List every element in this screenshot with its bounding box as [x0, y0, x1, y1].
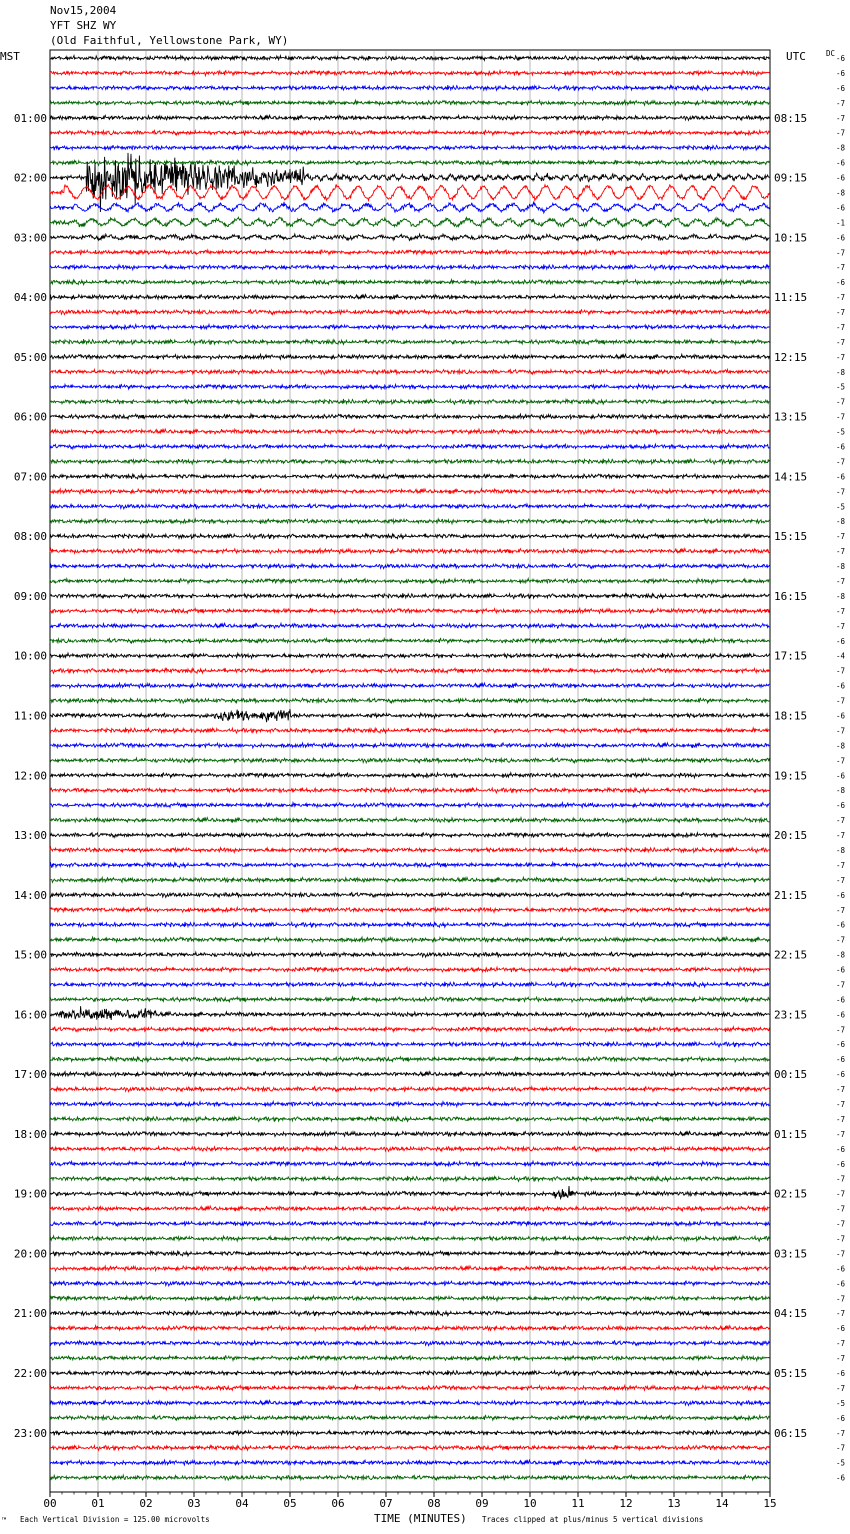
- dc-offset-label: -1: [835, 218, 845, 228]
- right-hour-label: 09:15: [774, 171, 808, 185]
- x-tick-label: 07: [379, 1497, 393, 1510]
- trace-line: [50, 1266, 769, 1271]
- trace-line: [50, 847, 769, 852]
- dc-offset-label: -6: [835, 1368, 845, 1378]
- right-hour-label: 08:15: [774, 111, 808, 125]
- trace-line: [50, 130, 769, 135]
- dc-offset-label: -7: [835, 1129, 845, 1139]
- dc-offset-label: -7: [835, 696, 845, 706]
- dc-offset-label: -6: [835, 442, 845, 452]
- dc-offset-label: -6: [835, 1264, 845, 1274]
- dc-offset-label: -8: [835, 591, 845, 601]
- dc-offset-label: -6: [835, 1413, 845, 1423]
- left-hour-label: 20:00: [13, 1247, 47, 1261]
- dc-offset-label: -7: [835, 1174, 845, 1184]
- dc-offset-label: -8: [835, 517, 845, 527]
- dc-offset-label: -6: [835, 1144, 845, 1154]
- left-hour-label: 08:00: [13, 530, 47, 544]
- left-hour-label: 09:00: [13, 589, 47, 603]
- dc-offset-label: -8: [835, 188, 845, 198]
- trace-line: [50, 623, 769, 628]
- dc-offset-label: -7: [835, 1309, 845, 1319]
- x-tick-label: 02: [139, 1497, 153, 1510]
- trace-line: [50, 295, 769, 300]
- dc-offset-label: -7: [835, 263, 845, 273]
- trace-line: [50, 264, 769, 270]
- dc-offset-label: -7: [835, 875, 845, 885]
- dc-offset-label: -7: [835, 1294, 845, 1304]
- trace-line: [50, 474, 769, 479]
- right-hour-label: 03:15: [774, 1247, 808, 1261]
- right-hour-label: 20:15: [774, 829, 808, 843]
- trace-line: [50, 1281, 769, 1286]
- dc-offset-label: -8: [835, 143, 845, 153]
- trace-line: [50, 280, 769, 285]
- left-hour-label: 15:00: [13, 948, 47, 962]
- trace-line: [50, 997, 769, 1002]
- left-hour-label: 03:00: [13, 231, 47, 245]
- dc-offset-label: -7: [835, 621, 845, 631]
- trace-line: [50, 429, 769, 434]
- dc-offset-label: -7: [835, 98, 845, 108]
- dc-offset-label: -7: [835, 935, 845, 945]
- trace-line: [50, 787, 769, 793]
- trace-line: [50, 1385, 769, 1390]
- right-hour-label: 19:15: [774, 769, 808, 783]
- right-hour-label: 11:15: [774, 291, 808, 305]
- header-date: Nov15,2004: [50, 4, 117, 17]
- trace-line: [50, 833, 769, 838]
- dc-offset-label: -7: [835, 412, 845, 422]
- left-hour-label: 05:00: [13, 350, 47, 364]
- trace-line: [50, 803, 769, 808]
- trace-line: [50, 1072, 769, 1077]
- right-hour-label: 01:15: [774, 1127, 808, 1141]
- trace-line: [50, 1341, 769, 1346]
- dc-offset-label: -7: [835, 337, 845, 347]
- dc-offset-label: -6: [835, 920, 845, 930]
- trace-line: [50, 160, 769, 165]
- dc-offset-label: -6: [835, 68, 845, 78]
- x-tick-label: 15: [763, 1497, 777, 1510]
- dc-offset-label: -6: [835, 1055, 845, 1065]
- trace-line: [50, 1027, 769, 1032]
- trace-line: [50, 683, 769, 688]
- trace-line: [50, 1356, 769, 1361]
- trace-line: [50, 1430, 769, 1435]
- dc-offset-label: -6: [835, 1159, 845, 1169]
- right-hour-label: 18:15: [774, 709, 808, 723]
- trace-line: [50, 743, 769, 748]
- trace-line: [50, 1131, 769, 1136]
- trace-line: [50, 325, 769, 330]
- dc-offset-label: -7: [835, 1204, 845, 1214]
- left-hour-label: 14:00: [13, 888, 47, 902]
- trace-line: [50, 564, 769, 569]
- x-tick-label: 00: [43, 1497, 57, 1510]
- dc-offset-label: -8: [835, 367, 845, 377]
- right-hour-label: 12:15: [774, 350, 808, 364]
- x-tick-label: 10: [523, 1497, 537, 1510]
- dc-offset-label: -7: [835, 1189, 845, 1199]
- trace-line: [50, 1041, 769, 1047]
- trace-line: [50, 310, 769, 315]
- dc-offset-label: -7: [835, 1354, 845, 1364]
- dc-offset-label: -6: [835, 203, 845, 213]
- right-hour-label: 06:15: [774, 1426, 808, 1440]
- trace-line: [50, 85, 769, 91]
- dc-offset-label: -7: [835, 1085, 845, 1095]
- dc-offset-label: -6: [835, 1010, 845, 1020]
- right-hour-label: 14:15: [774, 470, 808, 484]
- trace-line: [50, 414, 769, 419]
- trace-line: [50, 877, 769, 882]
- trace-line: [50, 100, 769, 105]
- header-station: YFT SHZ WY: [50, 19, 117, 32]
- dc-offset-label: -6: [835, 636, 845, 646]
- right-hour-label: 13:15: [774, 410, 808, 424]
- trace-line: [50, 56, 769, 61]
- dc-offset-label: -7: [835, 1443, 845, 1453]
- dc-label: DC: [826, 49, 836, 58]
- left-hour-label: 11:00: [13, 709, 47, 723]
- trace-line: [50, 1400, 769, 1405]
- x-tick-label: 06: [331, 1497, 345, 1510]
- dc-offset-label: -7: [835, 606, 845, 616]
- right-hour-label: 02:15: [774, 1187, 808, 1201]
- right-hour-label: 00:15: [774, 1068, 808, 1082]
- dc-offset-label: -7: [835, 248, 845, 258]
- dc-offset-label: -7: [835, 1428, 845, 1438]
- dc-offset-label: -7: [835, 831, 845, 841]
- dc-offset-label: -5: [835, 1398, 845, 1408]
- trace-line: [50, 384, 769, 389]
- left-zone-label: MST: [0, 50, 20, 63]
- x-axis-label: TIME (MINUTES): [374, 1512, 467, 1525]
- left-hour-label: 22:00: [13, 1366, 47, 1380]
- dc-offset-label: -7: [835, 816, 845, 826]
- dc-offset-label: -7: [835, 457, 845, 467]
- dc-offset-label: -6: [835, 1279, 845, 1289]
- right-hour-label: 17:15: [774, 649, 808, 663]
- left-hour-label: 04:00: [13, 291, 47, 305]
- x-tick-label: 04: [235, 1497, 249, 1510]
- dc-offset-label: -7: [835, 1339, 845, 1349]
- dc-offset-label: -6: [835, 965, 845, 975]
- clip-note: Traces clipped at plus/minus 5 vertical divisions: [482, 1515, 704, 1524]
- dc-offset-label: -8: [835, 741, 845, 751]
- trace-line: [50, 1296, 769, 1301]
- x-tick-label: 13: [667, 1497, 681, 1510]
- trace-line: [50, 952, 769, 957]
- trace-line: [50, 937, 769, 942]
- dc-offset-label: -6: [835, 1070, 845, 1080]
- left-hour-label: 07:00: [13, 470, 47, 484]
- dc-offset-label: -6: [835, 83, 845, 93]
- dc-offset-label: -6: [835, 472, 845, 482]
- dc-offset-label: -7: [835, 666, 845, 676]
- x-tick-label: 08: [427, 1497, 441, 1510]
- dc-offset-label: -6: [835, 233, 845, 243]
- dc-offset-label: -7: [835, 113, 845, 123]
- trace-line: [50, 1161, 769, 1166]
- trace-line: [50, 1415, 769, 1420]
- dc-offset-label: -6: [835, 801, 845, 811]
- trace-line: [50, 1186, 769, 1199]
- left-hour-label: 06:00: [13, 410, 47, 424]
- dc-offset-label: -6: [835, 771, 845, 781]
- dc-offset-label: -5: [835, 1458, 845, 1468]
- x-tick-label: 14: [715, 1497, 729, 1510]
- trace-line: [50, 444, 769, 449]
- dc-offset-label: -6: [835, 278, 845, 288]
- trace-line: [50, 967, 769, 972]
- dc-offset-label: -7: [835, 547, 845, 557]
- right-hour-label: 21:15: [774, 888, 808, 902]
- trace-line: [50, 892, 769, 897]
- trace-line: [50, 668, 769, 673]
- trace-line: [50, 728, 769, 734]
- dc-offset-label: -7: [835, 1383, 845, 1393]
- trace-line: [50, 709, 769, 722]
- trace-line: [50, 202, 769, 213]
- dc-offset-label: -7: [835, 980, 845, 990]
- dc-offset-label: -4: [835, 651, 845, 661]
- x-tick-label: 05: [283, 1497, 297, 1510]
- trace-line: [50, 1057, 769, 1062]
- trace-line: [50, 907, 769, 912]
- dc-offset-label: -5: [835, 427, 845, 437]
- trace-line: [50, 184, 769, 200]
- dc-offset-label: -6: [835, 1473, 845, 1483]
- trace-line: [50, 217, 769, 227]
- trace-line: [50, 1087, 769, 1092]
- trace-line: [50, 698, 769, 703]
- dc-offset-label: -7: [835, 532, 845, 542]
- trace-line: [50, 1460, 769, 1465]
- dc-offset-label: -7: [835, 756, 845, 766]
- dc-offset-label: -5: [835, 502, 845, 512]
- trace-line: [50, 1310, 769, 1316]
- right-hour-label: 23:15: [774, 1008, 808, 1022]
- dc-offset-label: -7: [835, 1114, 845, 1124]
- trace-line: [50, 1370, 769, 1376]
- x-tick-label: 11: [571, 1497, 585, 1510]
- corner-mark: ™: [2, 1516, 7, 1525]
- right-hour-label: 10:15: [774, 231, 808, 245]
- trace-line: [50, 758, 769, 763]
- trace-line: [50, 354, 769, 359]
- dc-offset-label: -7: [835, 308, 845, 318]
- left-hour-label: 13:00: [13, 829, 47, 843]
- trace-line: [50, 638, 769, 643]
- dc-offset-label: -7: [835, 1219, 845, 1229]
- dc-offset-label: -7: [835, 905, 845, 915]
- dc-offset-label: -7: [835, 1249, 845, 1259]
- trace-line: [50, 1176, 769, 1182]
- trace-line: [50, 1475, 769, 1480]
- trace-line: [50, 1102, 769, 1107]
- trace-line: [50, 489, 769, 494]
- trace-line: [50, 1221, 769, 1226]
- trace-line: [50, 549, 769, 554]
- x-tick-label: 01: [91, 1497, 105, 1510]
- trace-line: [50, 115, 769, 120]
- dc-offset-label: -8: [835, 845, 845, 855]
- trace-line: [50, 982, 769, 988]
- trace-line: [50, 653, 769, 658]
- x-tick-label: 12: [619, 1497, 633, 1510]
- trace-line: [50, 1236, 769, 1242]
- dc-offset-label: -7: [835, 1234, 845, 1244]
- dc-offset-label: -6: [835, 158, 845, 168]
- left-hour-label: 23:00: [13, 1426, 47, 1440]
- trace-line: [50, 369, 769, 374]
- dc-offset-label: -6: [835, 711, 845, 721]
- left-hour-label: 16:00: [13, 1008, 47, 1022]
- right-zone-label: UTC: [786, 50, 806, 63]
- trace-line: [50, 1206, 769, 1211]
- dc-offset-label: -6: [835, 995, 845, 1005]
- dc-offset-label: -7: [835, 352, 845, 362]
- dc-offset-label: -6: [835, 681, 845, 691]
- trace-line: [50, 1116, 769, 1122]
- left-hour-label: 01:00: [13, 111, 47, 125]
- dc-offset-label: -7: [835, 577, 845, 587]
- trace-line: [50, 862, 769, 867]
- trace-line: [50, 593, 769, 599]
- x-tick-label: 03: [187, 1497, 201, 1510]
- trace-line: [50, 922, 769, 928]
- trace-line: [50, 1445, 769, 1450]
- left-hour-label: 17:00: [13, 1068, 47, 1082]
- dc-offset-label: -8: [835, 786, 845, 796]
- left-hour-label: 21:00: [13, 1307, 47, 1321]
- trace-line: [50, 533, 769, 539]
- dc-offset-label: -6: [835, 1324, 845, 1334]
- dc-offset-label: -7: [835, 1025, 845, 1035]
- trace-line: [50, 504, 769, 509]
- trace-line: [50, 459, 769, 465]
- dc-offset-label: -6: [835, 54, 845, 63]
- trace-line: [50, 1146, 769, 1151]
- x-tick-label: 09: [475, 1497, 489, 1510]
- dc-offset-label: -8: [835, 950, 845, 960]
- trace-line: [50, 608, 769, 613]
- right-hour-label: 16:15: [774, 589, 808, 603]
- dc-offset-label: -7: [835, 860, 845, 870]
- trace-line: [50, 70, 769, 75]
- dc-offset-label: -8: [835, 562, 845, 572]
- left-hour-label: 10:00: [13, 649, 47, 663]
- right-hour-label: 15:15: [774, 530, 808, 544]
- trace-line: [50, 1251, 769, 1256]
- left-hour-label: 12:00: [13, 769, 47, 783]
- dc-offset-label: -7: [835, 726, 845, 736]
- header-location: (Old Faithful, Yellowstone Park, WY): [50, 34, 289, 47]
- dc-offset-label: -6: [835, 1040, 845, 1050]
- trace-line: [50, 1326, 769, 1331]
- right-hour-label: 22:15: [774, 948, 808, 962]
- dc-offset-label: -7: [835, 487, 845, 497]
- dc-offset-label: -6: [835, 890, 845, 900]
- trace-line: [50, 579, 769, 584]
- right-hour-label: 04:15: [774, 1307, 808, 1321]
- dc-offset-label: -5: [835, 382, 845, 392]
- scale-note: Each Vertical Division = 125.00 microvolts: [20, 1515, 210, 1524]
- dc-offset-label: -7: [835, 128, 845, 138]
- trace-line: [50, 145, 769, 150]
- trace-line: [50, 250, 769, 255]
- left-hour-label: 19:00: [13, 1187, 47, 1201]
- dc-offset-label: -7: [835, 322, 845, 332]
- left-hour-label: 18:00: [13, 1127, 47, 1141]
- dc-offset-label: -6: [835, 173, 845, 183]
- trace-line: [50, 773, 769, 778]
- trace-line: [50, 519, 769, 524]
- trace-line: [50, 339, 769, 345]
- dc-offset-label: -7: [835, 397, 845, 407]
- trace-line: [50, 1006, 769, 1020]
- trace-line: [50, 818, 769, 823]
- trace-line: [50, 399, 769, 405]
- dc-offset-label: -7: [835, 1100, 845, 1110]
- trace-line: [50, 234, 769, 240]
- right-hour-label: 05:15: [774, 1366, 808, 1380]
- dc-offset-label: -7: [835, 293, 845, 303]
- left-hour-label: 02:00: [13, 171, 47, 185]
